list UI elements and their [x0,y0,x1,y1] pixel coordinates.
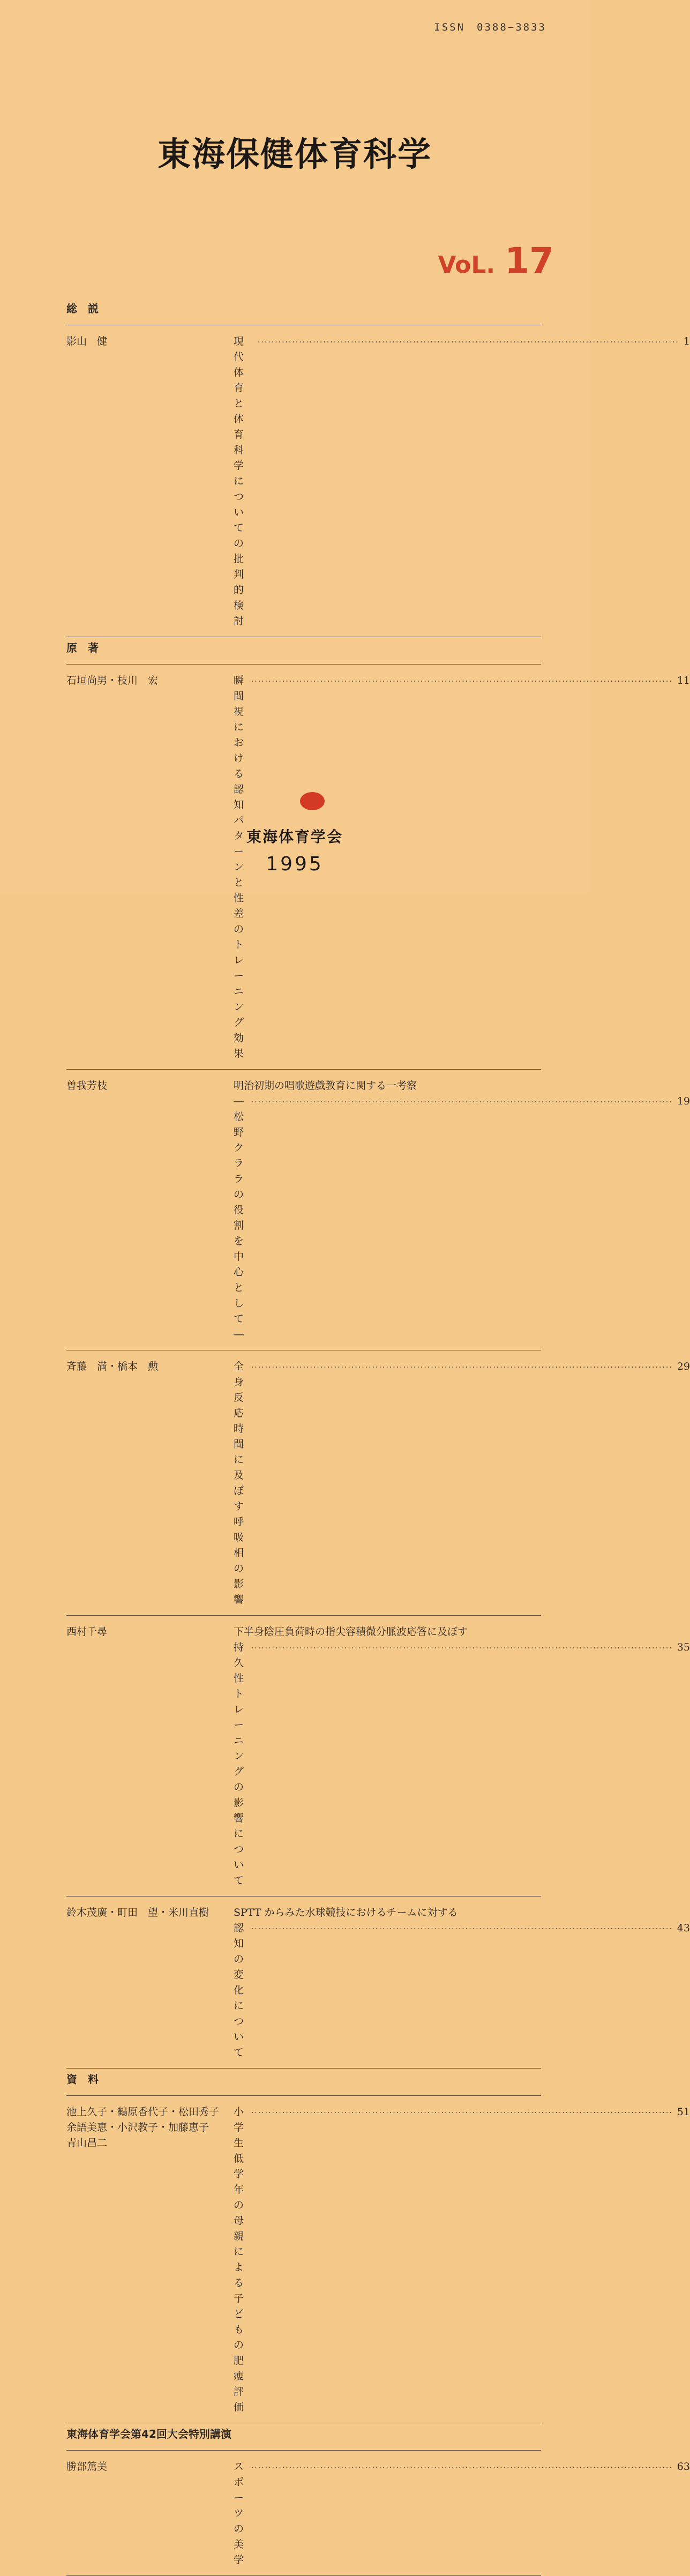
toc-entry-authors: 池上久子・鶴原香代子・松田秀子 余語美恵・小沢教子・加藤恵子 青山昌二 [66,2106,220,2149]
toc-entry-page: 1 [683,335,690,347]
toc-entry [66,1616,690,1896]
toc-entry-authors: 影山 健 [66,335,108,347]
toc-entry-title [234,2459,690,2568]
toc-section-heading: 総 説 [66,298,541,325]
toc-entry [66,1896,690,2069]
toc-entry-page: 51 [677,2106,690,2118]
toc-entry-page: 29 [677,1361,690,1372]
toc-entry-title-text: 現代体育と体育科学についての批判的検討 [234,335,244,627]
toc-entry-page: 63 [677,2461,690,2473]
toc-entry-title [234,334,690,629]
toc-entry-title-line [234,1094,690,1342]
toc-entry-page: 19 [677,1095,690,1107]
table-of-contents [66,298,690,2576]
toc-entry-title-line [234,334,690,629]
toc-leader-dots [251,1922,673,1937]
society-logo-dot [300,792,325,810]
toc-section-heading: 原 著 [66,637,541,664]
toc-entry-authors: 西村千尋 [66,1626,108,1638]
toc-entry-title [234,1905,690,2060]
toc-entry-title [234,1624,690,1888]
toc-entry-authors: 勝部篤美 [66,2461,108,2473]
toc-entry-authors: 石垣尚男・枝川 宏 [66,675,159,686]
toc-entry-authors: 曽我芳枝 [66,1080,108,1092]
toc-entry [66,2096,690,2423]
toc-entry-title-text: 下半身陰圧負荷時の指尖容積微分脈波応答に及ぼす [234,1626,468,1638]
toc-entry-page: 35 [677,1641,690,1653]
toc-entry-title-text: SPTT からみた水球競技におけるチームに対する [234,1907,458,1918]
toc-leader-dots [251,674,673,690]
toc-entry-title-line [234,1640,690,1888]
toc-entry-title [234,2104,690,2415]
toc-entry-title-text: 瞬間視における認知パターンと性差のトレーニング効果 [234,675,244,1059]
toc-leader-dots [251,2105,673,2121]
toc-entry [66,325,690,637]
volume-prefix: VoL. [438,251,496,279]
toc-entry-page: 11 [677,675,690,686]
toc-entry [66,2451,690,2576]
publication-year: 1995 [266,853,324,875]
toc-entry-title-line [234,1078,657,1094]
toc-entry-title-line [234,1624,657,1640]
toc-entry-title [234,1078,690,1342]
toc-entry-title-text: 持久性トレーニングの影響について [234,1641,244,1886]
toc-leader-dots [258,335,679,350]
toc-entry [66,1350,690,1616]
toc-entry-title-text: 明治初期の唱歌遊戯教育に関する一考察 [234,1080,417,1092]
toc-entry-page: 43 [677,1922,690,1934]
toc-entry-authors: 鈴木茂廣・町田 望・米川直樹 [66,1907,209,1918]
toc-entry-title-text: ―松野クララの役割を中心として― [234,1095,244,1340]
toc-entry-title-text: 小学生低学年の母親による子どもの肥痩評価 [234,2106,244,2413]
toc-entry-title-line [234,2104,690,2415]
toc-entry-title-text: 全身反応時間に及ぼす呼吸相の影響 [234,1361,244,1606]
toc-leader-dots [251,1360,673,1376]
volume-label [438,240,554,281]
toc-entry-title-text: 認知の変化について [234,1922,244,2058]
toc-entry-title-line [234,1905,657,1921]
toc-entry [66,1070,690,1350]
toc-entry-title-line [234,2459,690,2568]
toc-section-heading: 資 料 [66,2069,541,2096]
toc-leader-dots [251,1095,673,1110]
toc-entry-title-line [234,1921,690,2060]
toc-entry-title-text: スポーツの美学 [234,2461,244,2566]
volume-number: 17 [505,240,554,281]
toc-entry-title [234,1359,690,1608]
journal-title: 東海保健体育科学 [157,135,432,174]
toc-entry-title-line [234,1359,690,1608]
publisher-name: 東海体育学会 [246,828,343,846]
toc-entry-authors: 斉藤 満・橋本 勲 [66,1361,159,1372]
toc-leader-dots [251,1641,673,1656]
toc-section-heading: 東海体育学会第42回大会特別講演 [66,2423,541,2451]
issn-number: ISSN 0388−3833 [434,21,546,33]
toc-leader-dots [251,2460,673,2476]
